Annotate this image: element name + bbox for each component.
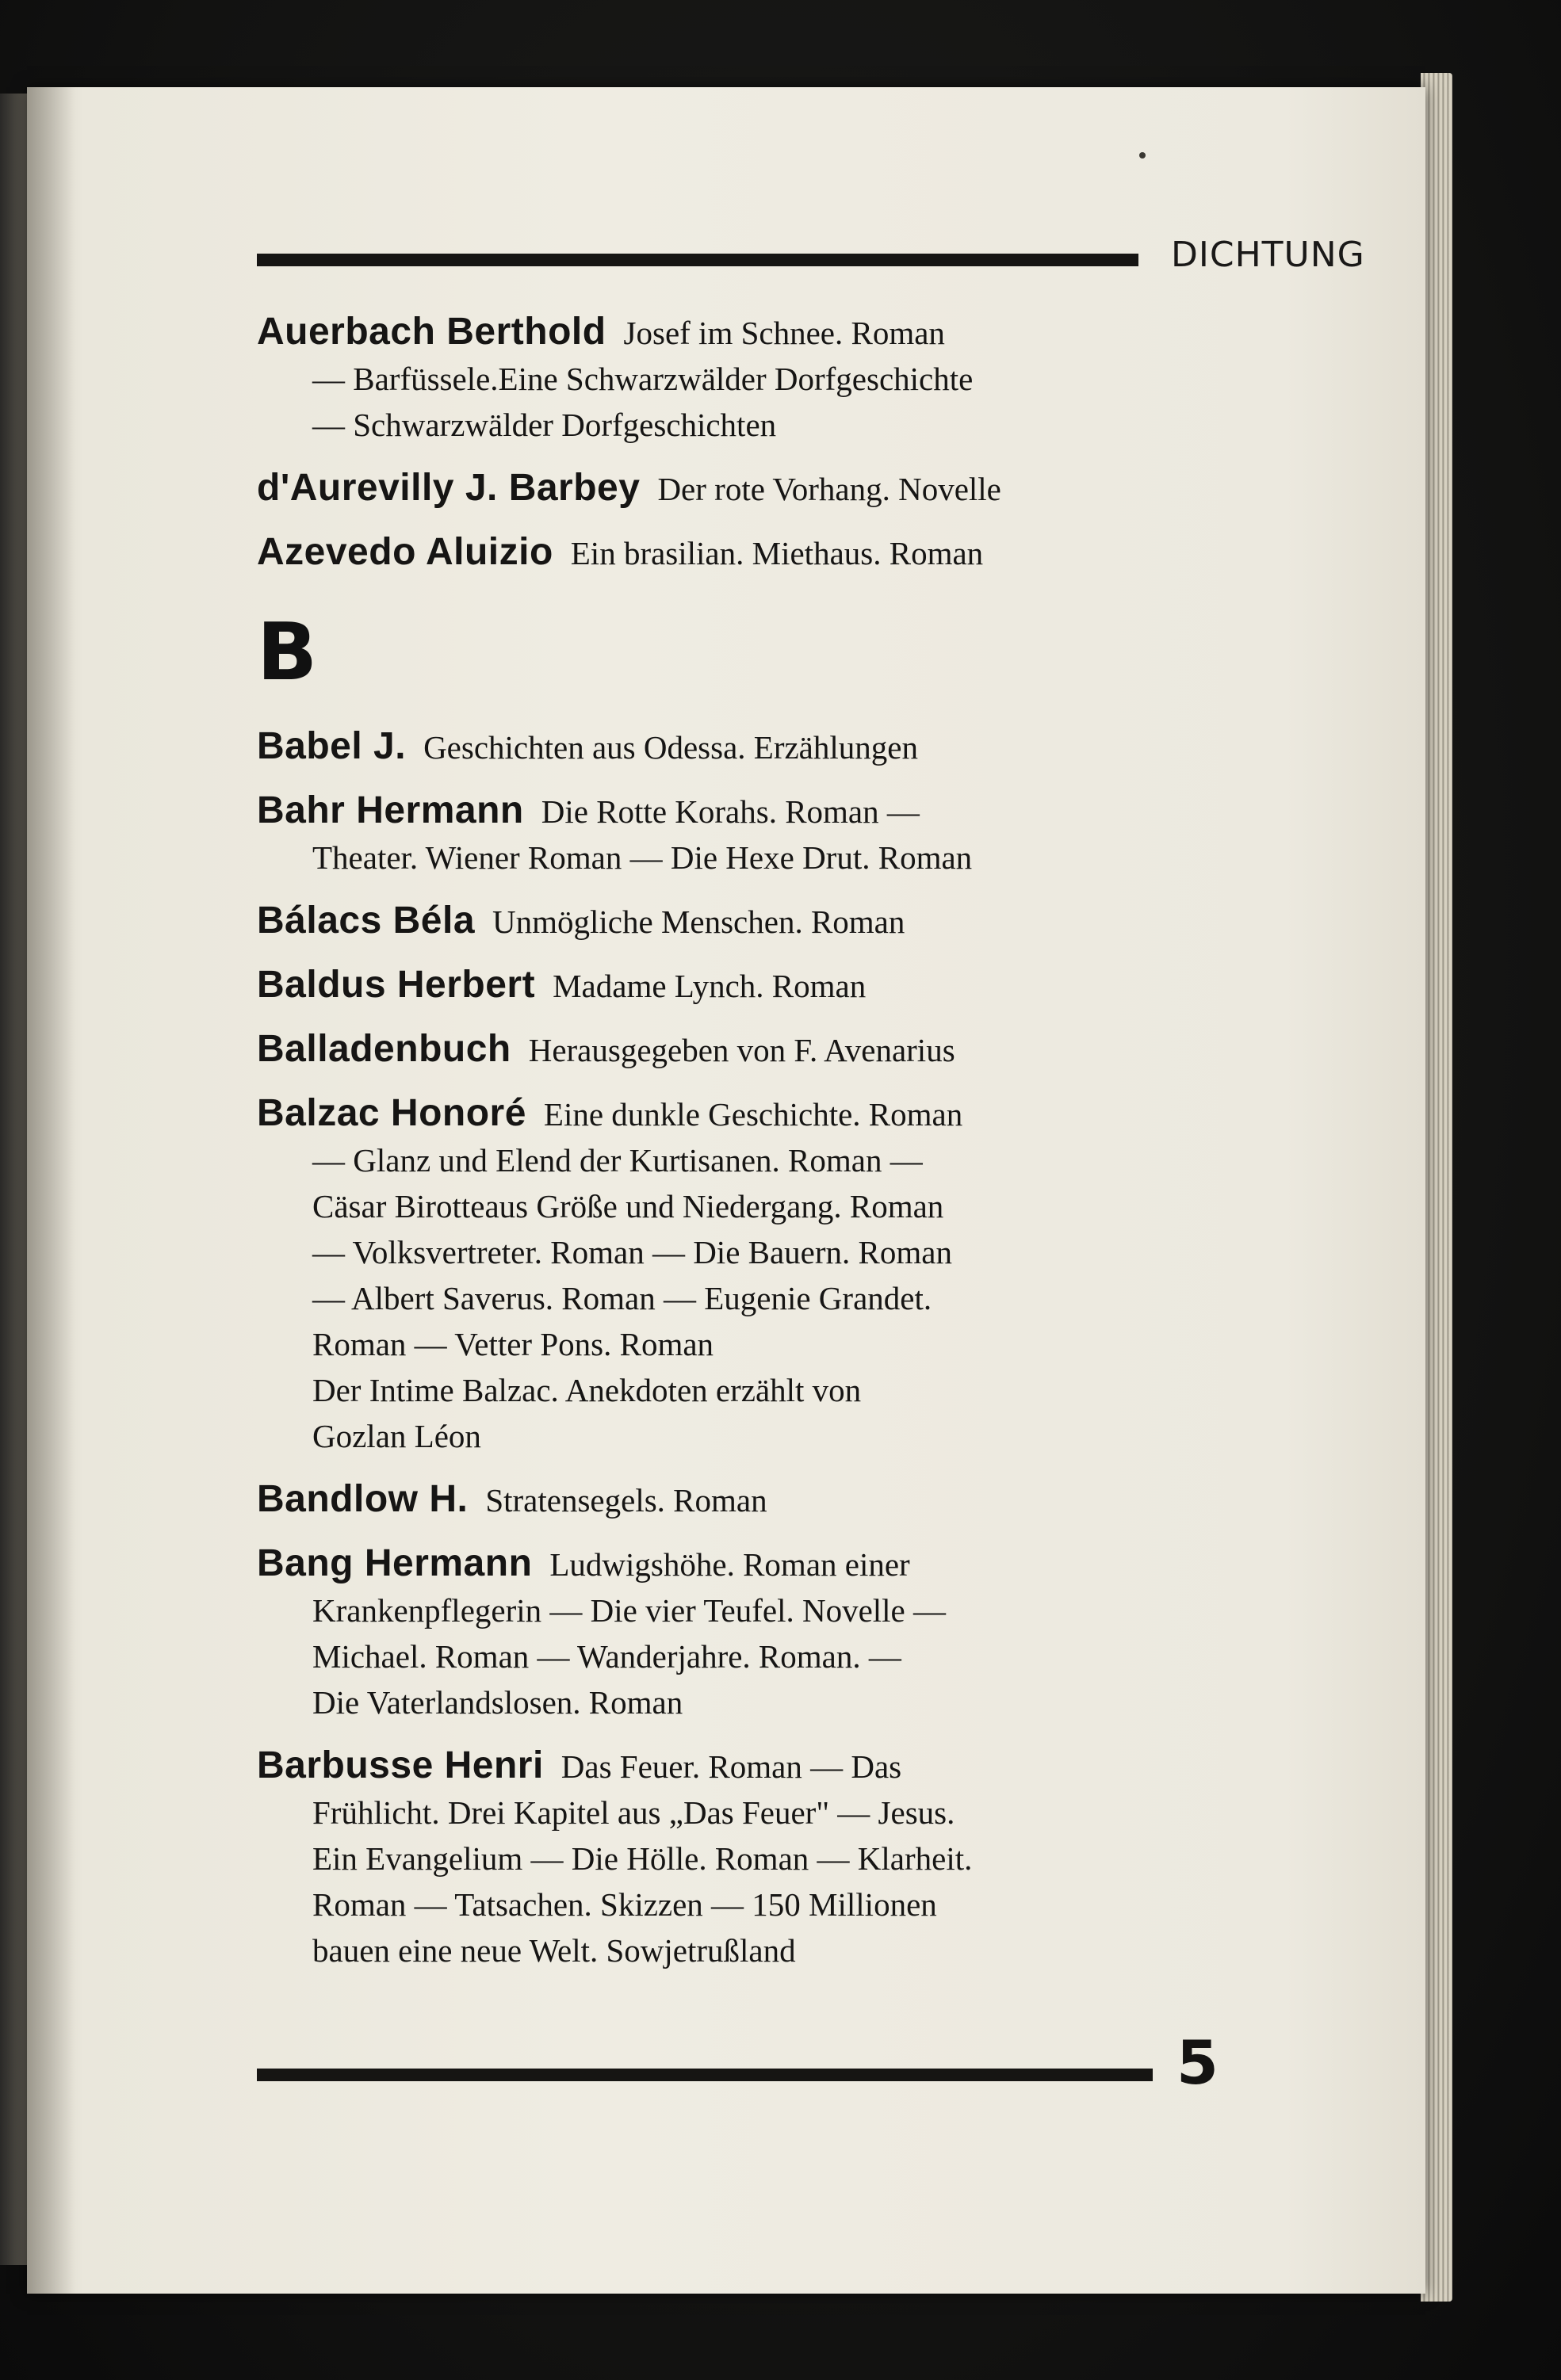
work-title: Herausgegeben von F. Avenarius [528,1032,955,1068]
entry-first-line [257,465,1169,512]
catalog-entry [257,465,1169,512]
entry-first-line [257,1541,1169,1587]
entry-spacer [257,1523,1169,1541]
work-title: Die Rotte Korahs. Roman — [541,793,920,830]
catalog-entry [257,724,1169,770]
author-name: Balladenbuch [257,1028,511,1070]
ink-speck [1139,152,1146,159]
entry-continuation: — Volksvertreter. Roman — Die Bauern. Roman [312,1234,952,1270]
work-title: Eine dunkle Geschichte. Roman [543,1096,963,1133]
book-page [27,87,1425,2294]
letter-heading: B [257,606,318,698]
entry-first-line [257,1091,1169,1137]
entry-continuation: Krankenpflegerin — Die vier Teufel. Novelle — [312,1592,946,1629]
entry-spacer [257,1073,1169,1091]
work-title: Unmögliche Menschen. Roman [492,903,905,940]
author-name: Bang Hermann [257,1542,533,1584]
entry-first-line [257,1477,1169,1523]
gutter-shadow [27,87,75,2294]
author-name: Bahr Hermann [257,789,524,831]
work-title: Ein brasilian. Miethaus. Roman [570,535,984,571]
entry-spacer [257,448,1169,465]
entry-first-line [257,898,1169,945]
work-title: Madame Lynch. Roman [553,968,867,1004]
entry-first-line [257,309,1169,356]
entry-spacer [257,1009,1169,1026]
entry-continuation: Der Intime Balzac. Anekdoten erzählt von [312,1372,862,1408]
entry-continuation: Frühlicht. Drei Kapitel aus „Das Feuer" — Jesus. [312,1794,955,1831]
author-name: Bandlow H. [257,1478,469,1520]
page-number: 5 [1176,2027,1219,2098]
work-title: Ludwigshöhe. Roman einer [549,1546,910,1583]
entry-continuation: — Schwarzwälder Dorfgeschichten [312,407,777,443]
header-rule [257,254,1138,266]
entry-spacer [257,1459,1169,1477]
entry-first-line [257,1743,1169,1790]
entry-continuation: Gozlan Léon [312,1418,481,1454]
section-label: DICHTUNG [1171,235,1365,275]
entry-continuation: — Albert Saverus. Roman — Eugenie Grandet. [312,1280,932,1316]
catalog-entry [257,1541,1169,1725]
entries-group-a [257,309,1169,576]
work-title: Das Feuer. Roman — Das [561,1748,902,1785]
author-name: Baldus Herbert [257,964,536,1006]
entry-continuation: Die Vaterlandslosen. Roman [312,1684,683,1721]
entry-continuation: Ein Evangelium — Die Hölle. Roman — Klarheit. [312,1840,973,1877]
author-name: d'Aurevilly J. Barbey [257,467,641,509]
catalog-entry [257,962,1169,1009]
entry-first-line [257,1026,1169,1073]
author-name: Balzac Honoré [257,1092,526,1134]
catalog-entry [257,1477,1169,1523]
catalog-entries [257,309,1169,1973]
entry-first-line [257,724,1169,770]
work-title: Der rote Vorhang. Novelle [657,471,1001,507]
entry-first-line [257,962,1169,1009]
entry-spacer [257,512,1169,529]
work-title: Geschichten aus Odessa. Erzählungen [423,729,918,766]
entry-continuation: bauen eine neue Welt. Sowjetrußland [312,1932,796,1969]
entry-spacer [257,770,1169,788]
entry-spacer [257,1725,1169,1743]
catalog-entry [257,1091,1169,1459]
author-name: Azevedo Aluizio [257,531,553,573]
entry-first-line [257,788,1169,835]
entry-continuation: Theater. Wiener Roman — Die Hexe Drut. Roman [312,839,973,876]
entries-group-b [257,724,1169,1973]
catalog-entry [257,898,1169,945]
footer-rule [257,2069,1153,2081]
catalog-entry [257,788,1169,881]
entry-continuation: Roman — Tatsachen. Skizzen — 150 Millionen [312,1886,937,1923]
catalog-entry [257,529,1169,576]
entry-continuation: — Glanz und Elend der Kurtisanen. Roman — [312,1142,923,1179]
work-title: Josef im Schnee. Roman [623,315,945,351]
catalog-entry [257,1743,1169,1973]
entry-first-line [257,529,1169,576]
author-name: Barbusse Henri [257,1744,544,1786]
author-name: Auerbach Berthold [257,311,606,353]
entry-spacer [257,945,1169,962]
entry-continuation: Cäsar Birotteaus Größe und Niedergang. Roman [312,1188,944,1224]
entry-continuation: Michael. Roman — Wanderjahre. Roman. — [312,1638,901,1675]
entry-continuation: Roman — Vetter Pons. Roman [312,1326,714,1362]
work-title: Stratensegels. Roman [485,1482,767,1519]
catalog-entry [257,309,1169,448]
catalog-entry [257,1026,1169,1073]
entry-spacer [257,881,1169,898]
author-name: Bálacs Béla [257,900,476,942]
entry-continuation: — Barfüssele.Eine Schwarzwälder Dorfgeschichte [312,361,974,397]
author-name: Babel J. [257,725,407,767]
page-stack-edge [1421,73,1452,2302]
